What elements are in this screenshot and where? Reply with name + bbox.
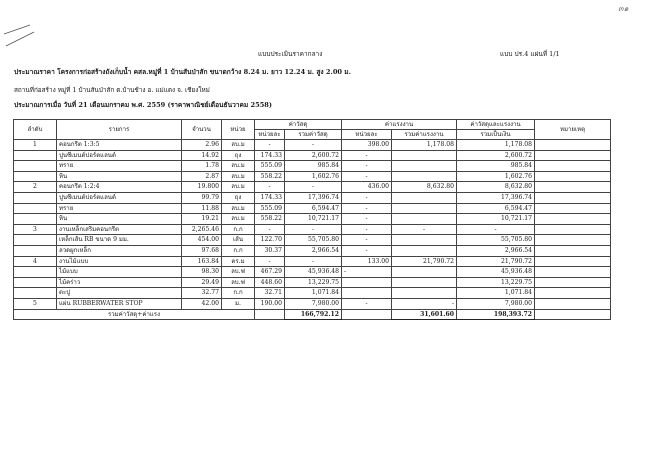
cell-unit: ลบ.ฟ <box>222 267 255 278</box>
cell-unit: ถุง <box>222 150 255 161</box>
table-row <box>14 192 611 203</box>
cell-unit: ตร.ม <box>222 256 255 267</box>
cell-item: ทราย <box>57 161 182 172</box>
cell-qty: 163.84 <box>182 256 222 267</box>
table-row <box>14 203 611 214</box>
cell-total: 45,936.48 <box>457 267 535 278</box>
totals-spacer-labor <box>342 309 392 320</box>
cell-material-price: 448.60 <box>255 277 285 288</box>
cell-item: ปูนซีเมนต์ปอร์ตแลนด์ <box>57 150 182 161</box>
cell-material-total: - <box>285 140 342 151</box>
cell-material-price: 190.00 <box>255 298 285 309</box>
cell-material-total: - <box>285 224 342 235</box>
cell-material-total: 45,936.48 <box>285 267 342 278</box>
cell-no <box>14 214 57 225</box>
cell-total: - <box>457 224 535 235</box>
cell-no: 3 <box>14 224 57 235</box>
cell-item: ตะปู <box>57 288 182 299</box>
cell-labor-price: - <box>342 214 392 225</box>
table-row <box>14 140 611 151</box>
cell-labor-total: - <box>392 298 457 309</box>
table-row <box>14 161 611 172</box>
table-row <box>14 288 611 299</box>
page-number: ๓๑ <box>618 4 629 13</box>
form-code: แบบ ปร.4 แผ่นที่ 1/1 <box>500 50 560 58</box>
cell-item: หิน <box>57 214 182 225</box>
header-unit: หน่วย <box>222 120 255 140</box>
cell-no <box>14 192 57 203</box>
cell-material-total: - <box>285 182 342 193</box>
table-row <box>14 256 611 267</box>
cell-unit: ก.ก <box>222 224 255 235</box>
header-grand-total: รวมเป็นเงิน <box>457 130 535 140</box>
cell-item: ทราย <box>57 203 182 214</box>
cell-no <box>14 245 57 256</box>
cell-no <box>14 235 57 246</box>
cell-labor-total: 21,790.72 <box>392 256 457 267</box>
cell-material-price: - <box>255 256 285 267</box>
cell-qty: 2.96 <box>182 140 222 151</box>
cell-remark <box>535 214 611 225</box>
cell-unit: ลบ.ม <box>222 214 255 225</box>
cell-material-total: 55,705.80 <box>285 235 342 246</box>
cell-labor-price: - <box>342 192 392 203</box>
cell-total: 985.84 <box>457 161 535 172</box>
totals-spacer-material <box>255 309 285 320</box>
cell-unit: ก.ก <box>222 245 255 256</box>
totals-material: 166,792.12 <box>285 309 342 320</box>
cell-remark <box>535 235 611 246</box>
cell-material-total: - <box>285 256 342 267</box>
cell-labor-price: - <box>342 224 392 235</box>
cell-no <box>14 161 57 172</box>
cell-labor-price: - <box>342 150 392 161</box>
cell-item: แผ่น RUBBERWATER STOP <box>57 298 182 309</box>
cell-material-total: 6,594.47 <box>285 203 342 214</box>
cell-item: ไม้คร่าว <box>57 277 182 288</box>
cell-material-total: 1,071.84 <box>285 288 342 299</box>
cell-labor-price: 436.00 <box>342 182 392 193</box>
cell-material-price: 30.37 <box>255 245 285 256</box>
cell-item: งานไม้แบบ <box>57 256 182 267</box>
cell-material-total: 17,396.74 <box>285 192 342 203</box>
cell-item: ลวดผูกเหล็ก <box>57 245 182 256</box>
cell-material-total: 10,721.17 <box>285 214 342 225</box>
cell-remark <box>535 203 611 214</box>
cell-material-price: 558.22 <box>255 214 285 225</box>
cell-labor-price: - <box>342 298 392 309</box>
cell-material-price: 558.22 <box>255 171 285 182</box>
cell-qty: 99.79 <box>182 192 222 203</box>
header-qty: จำนวน <box>182 120 222 140</box>
cell-labor-total <box>392 245 457 256</box>
table-row <box>14 182 611 193</box>
cell-item: เหล็กเส้น RB ขนาด 9 มม. <box>57 235 182 246</box>
cell-total: 13,229.75 <box>457 277 535 288</box>
cell-remark <box>535 224 611 235</box>
cell-unit: ลบ.ม <box>222 182 255 193</box>
cell-material-price: - <box>255 224 285 235</box>
cell-unit: ก.ก <box>222 288 255 299</box>
table-row <box>14 267 611 278</box>
header-remark: หมายเหตุ <box>535 120 611 140</box>
cell-unit: ถุง <box>222 192 255 203</box>
estimate-date: ประมาณการเมื่อ วันที่ 21 เดือนมกราคม พ.ศ. 2559 (ราคาพาณิชย์เดือนธันวาคม 2558) <box>14 101 273 109</box>
cell-no <box>14 267 57 278</box>
cell-no <box>14 288 57 299</box>
cell-qty: 19.800 <box>182 182 222 193</box>
cell-labor-total <box>392 161 457 172</box>
cell-item: งานเหล็กเสริมคอนกรีต <box>57 224 182 235</box>
cell-material-price: - <box>255 182 285 193</box>
cell-total: 55,705.80 <box>457 235 535 246</box>
cell-qty: 454.00 <box>182 235 222 246</box>
cell-no: 5 <box>14 298 57 309</box>
header-material-unit-price: หน่วยละ <box>255 130 285 140</box>
cell-remark <box>535 140 611 151</box>
cell-remark <box>535 277 611 288</box>
table-row <box>14 214 611 225</box>
cell-no <box>14 203 57 214</box>
totals-remark <box>535 309 611 320</box>
cell-no: 2 <box>14 182 57 193</box>
cell-remark <box>535 267 611 278</box>
cell-no <box>14 171 57 182</box>
cell-unit: ม. <box>222 298 255 309</box>
cell-material-total: 1,602.76 <box>285 171 342 182</box>
cell-total: 2,600.72 <box>457 150 535 161</box>
cell-item: ปูนซีเมนต์ปอร์ตแลนด์ <box>57 192 182 203</box>
totals-label: รวมค่าวัสดุ+ค่าแรง <box>14 309 255 320</box>
cell-labor-total <box>392 214 457 225</box>
cell-remark <box>535 150 611 161</box>
bill-of-quantities-table <box>13 119 611 320</box>
cell-item: คอนกรีต 1:2:4 <box>57 182 182 193</box>
table-row <box>14 150 611 161</box>
totals-grand: 198,393.72 <box>457 309 535 320</box>
cell-total: 6,594.47 <box>457 203 535 214</box>
cell-remark <box>535 288 611 299</box>
cell-unit: ลบ.ม <box>222 171 255 182</box>
cell-labor-total <box>392 277 457 288</box>
cell-total: 2,966.54 <box>457 245 535 256</box>
cell-labor-total: 8,632.80 <box>392 182 457 193</box>
form-title: แบบประเมินราคากลาง <box>258 50 323 58</box>
cell-qty: 11.88 <box>182 203 222 214</box>
cell-labor-price: - <box>342 267 392 278</box>
cell-labor-price: - <box>342 245 392 256</box>
cell-unit: ลบ.ฟ <box>222 277 255 288</box>
table-row <box>14 245 611 256</box>
table-row <box>14 277 611 288</box>
cell-material-price: - <box>255 140 285 151</box>
cell-no <box>14 277 57 288</box>
cell-remark <box>535 298 611 309</box>
cell-qty: 42.00 <box>182 298 222 309</box>
pen-stroke-mark <box>2 22 36 48</box>
cell-total: 8,632.80 <box>457 182 535 193</box>
header-row-top <box>14 120 611 130</box>
cell-qty: 14.92 <box>182 150 222 161</box>
cell-remark <box>535 256 611 267</box>
cell-labor-price: - <box>342 235 392 246</box>
cell-unit: ลบ.ม <box>222 203 255 214</box>
cell-qty: 1.78 <box>182 161 222 172</box>
cell-material-price: 467.29 <box>255 267 285 278</box>
cell-qty: 32.77 <box>182 288 222 299</box>
project-description: ประมาณราคา โครงการก่อสร้างถังเก็บน้ำ คสล.หมู่ที่ 1 บ้านสันป่าสัก ขนาดกว้าง 8.24 ม. ยาว 12.24 ม. สูง 2.00 ม. <box>14 68 351 76</box>
cell-material-total: 13,229.75 <box>285 277 342 288</box>
cell-total: 21,790.72 <box>457 256 535 267</box>
cell-labor-price <box>342 288 392 299</box>
cell-total: 1,071.84 <box>457 288 535 299</box>
cell-remark <box>535 245 611 256</box>
cell-total: 1,178.08 <box>457 140 535 151</box>
cell-labor-total <box>392 235 457 246</box>
cell-qty: 29.49 <box>182 277 222 288</box>
cell-total: 10,721.17 <box>457 214 535 225</box>
cell-material-price: 174.33 <box>255 150 285 161</box>
cell-material-total: 2,966.54 <box>285 245 342 256</box>
cell-qty: 2.87 <box>182 171 222 182</box>
header-no: ลำดับ <box>14 120 57 140</box>
cell-qty: 19.21 <box>182 214 222 225</box>
cell-material-total: 7,980.00 <box>285 298 342 309</box>
cell-material-total: 985.84 <box>285 161 342 172</box>
cell-no <box>14 150 57 161</box>
cell-unit: เส้น <box>222 235 255 246</box>
cell-labor-price: - <box>342 161 392 172</box>
header-material-group: ค่าวัสดุ <box>255 120 342 130</box>
cell-material-price: 555.09 <box>255 203 285 214</box>
cell-labor-price: - <box>342 171 392 182</box>
cell-no: 1 <box>14 140 57 151</box>
table-row <box>14 298 611 309</box>
cell-labor-total <box>392 150 457 161</box>
cell-labor-total <box>392 288 457 299</box>
cell-qty: 97.68 <box>182 245 222 256</box>
header-item: รายการ <box>57 120 182 140</box>
cell-labor-price <box>342 277 392 288</box>
header-material-total: รวมค่าวัสดุ <box>285 130 342 140</box>
cell-total: 17,396.74 <box>457 192 535 203</box>
cell-total: 1,602.76 <box>457 171 535 182</box>
cell-labor-total <box>392 203 457 214</box>
cell-material-price: 32.71 <box>255 288 285 299</box>
header-labor-unit-price: หน่วยละ <box>342 130 392 140</box>
cell-qty: 2,265.46 <box>182 224 222 235</box>
cell-no: 4 <box>14 256 57 267</box>
cell-remark <box>535 192 611 203</box>
cell-labor-total: 1,178.08 <box>392 140 457 151</box>
cell-labor-price: 398.00 <box>342 140 392 151</box>
cell-remark <box>535 171 611 182</box>
cell-material-price: 555.09 <box>255 161 285 172</box>
cell-material-total: 2,600.72 <box>285 150 342 161</box>
cell-labor-total <box>392 192 457 203</box>
cell-item: ไม้แบบ <box>57 267 182 278</box>
totals-labor: 31,601.60 <box>392 309 457 320</box>
totals-row <box>14 309 611 320</box>
cell-unit: ลบ.ม <box>222 161 255 172</box>
cell-remark <box>535 182 611 193</box>
cell-labor-total <box>392 267 457 278</box>
header-grand-group: ค่าวัสดุและแรงงาน <box>457 120 535 130</box>
table-row <box>14 224 611 235</box>
cell-labor-total <box>392 171 457 182</box>
header-labor-total: รวมค่าแรงงาน <box>392 130 457 140</box>
cell-qty: 98.30 <box>182 267 222 278</box>
construction-location: สถานที่ก่อสร้าง หมู่ที่ 1 บ้านสันป่าสัก ต.บ้านช้าง อ. แม่แตง จ. เชียงใหม่ <box>14 86 210 94</box>
cell-total: 7,980.00 <box>457 298 535 309</box>
cell-remark <box>535 161 611 172</box>
cell-material-price: 122.70 <box>255 235 285 246</box>
cell-labor-price: - <box>342 203 392 214</box>
table-row <box>14 171 611 182</box>
cell-unit: ลบ.ม <box>222 140 255 151</box>
cell-item: หิน <box>57 171 182 182</box>
cell-item: คอนกรีต 1:3:5 <box>57 140 182 151</box>
cell-labor-price: 133.00 <box>342 256 392 267</box>
cell-labor-total: - <box>392 224 457 235</box>
header-labor-group: ค่าแรงงาน <box>342 120 457 130</box>
table-row <box>14 235 611 246</box>
cell-material-price: 174.33 <box>255 192 285 203</box>
